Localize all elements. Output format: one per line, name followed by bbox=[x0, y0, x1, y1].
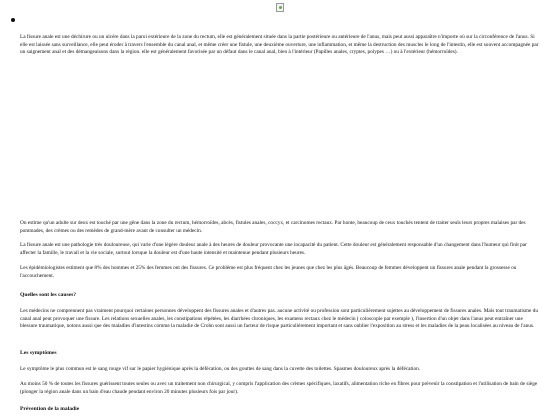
epidemiology-paragraph: Les épidémiologistes estiment que 8% des hommes et 25% des femmes ont des fissures. Ce problème est plus fréquent chez les jeunes que chez les plus âgés. Beaucoup de femmes développent un fissures anale pendant la grossesse ou l'accouchement. bbox=[20, 265, 517, 279]
causes-paragraph: Les médecins ne comprennent pas vraiment pourquoi certaines personnes développent des fissures anales et d'autres pas. aucune activité ou profession sont particulièrement sujettes au développement de fissures anales. Mais tout traumatisme du canal anal peut provoquer une fissure. Les relations sexuelles anales, les constipations répétées, les diarrhées chroniques, les examens rectaux chez le médecin ( coloscopie par exemple ), l'insertion d'un objet dans l'anus peut entraîner une blessure traumatique, notons aussi que des maladies d'intestins comme la maladie de Crohn sont aussi un facteur de risque particulièrement important et sans oublier l'exposition au stress et les maladies de la peau localisées au niveau de l'anus. bbox=[20, 308, 538, 330]
list-bullet bbox=[11, 18, 15, 22]
causes-heading: Quelles sont les causes? bbox=[20, 292, 77, 298]
symptoms-paragraph: Le symptôme le plus commun est le sang rouge vif sur le papier hygiénique après la défécation, ou des gouttes de sang dans la cuvette des toilettes. Spasmes douloureux après la défécation. bbox=[20, 366, 421, 372]
prevalence-paragraph: On estime qu'un adulte sur deux est touché par une gêne dans la zone du rectum, hémorroïdes, abcès, fistules anales, coccyx, et carcinomes rectaux. Par honte, beaucoup de ceux touchés tentent de traiter seuls leurs propres malaises par des pommades, des crèmes ou des remèdes de grand-mère avant de consulter un médecin. bbox=[20, 220, 526, 234]
pain-paragraph: La fissure anale est une pathologie très douloureuse, qui varie d'une légère douleur anale à des heures de douleur provocante une incapacité du patient. Cette douleur est généralement responsable d'un changement dans l'humeur qui finit par affecter la famille, le travail et la vie sociale, surtout lorsque la douleur est d'une haute intensité et maintenue pendant plusieurs heures. bbox=[20, 242, 527, 256]
intro-paragraph: La fissure anale est une déchirure ou un ulcère dans la paroi extérieure de la zone du rectum, elle est généralement située dans la partie postérieure ou antérieure de l'anus, mais peut aussi apparaître n'importe où sur la circonférence de l'anus. Si elle est laissée sans surveillance, elle peut éroder à travers l'ensemble du canal anal, et même créer une fistule, une deuxième ouverture, une inflammation, et même la destruction des muscles le long de l'intestin, elle est souvent accompagnée par un saignement anal et des démangeaisons dans la région. elle est généralement favorisée par un défaut dans le canal anal, bien à l'intérieur (Papilles anales, cryptes, polypes …) ou à l'extérieur (hémorroïdes). bbox=[20, 34, 539, 56]
treatment-paragraph: Au moins 50 % de toutes les fissures guérissent toutes seules ou avec un traitement non chirurgical, y compris l'application des crèmes spécifiques, laxatifs, alimentation riche en fibres pour prévenir la constipation et l'utilisation de bain de siège (plonger la région anale dans un bain d'eau chaude pendant environ 20 minutes plusieurs fois par jour). bbox=[20, 381, 538, 395]
prevention-heading: Prévention de la maladie bbox=[20, 406, 80, 412]
symptoms-heading: Les symptômes bbox=[20, 350, 57, 356]
broken-image-icon bbox=[276, 3, 284, 12]
